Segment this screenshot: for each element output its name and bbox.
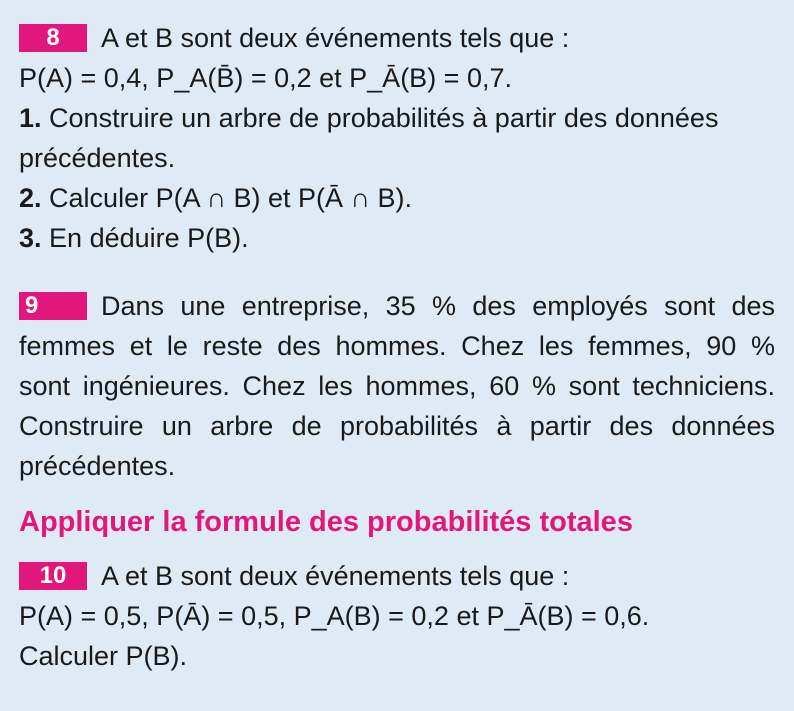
exercise-number-badge: 8 (19, 24, 87, 52)
exercise-9-line-5: précédentes. (19, 451, 176, 481)
exercise-10-data-line: P(A) = 0,5, P(Ā) = 0,5, P_A(B) = 0,2 et P_Ā(B) = 0,6. (19, 601, 650, 631)
exercise-9-line-1 (19, 286, 775, 326)
exercise-8 (19, 18, 775, 258)
exercise-8-intro-line (19, 18, 775, 58)
exercise-8-question-1 (19, 98, 775, 138)
exercise-8-question-2 (19, 178, 775, 218)
exercise-9-text: Dans une entreprise, 35 % des employés sont des (101, 291, 775, 321)
exercise-8-intro: A et B sont deux événements tels que : (101, 23, 570, 53)
question-text: Construire un arbre de probabilités à partir des données (49, 103, 719, 133)
exercise-10-intro: A et B sont deux événements tels que : (101, 561, 570, 591)
question-text: Calculer P(A ∩ B) et P(Ā ∩ B). (49, 183, 412, 213)
question-text: En déduire P(B). (49, 223, 249, 253)
exercise-10 (19, 556, 775, 676)
spacer (19, 258, 775, 286)
exercise-9-line-2: femmes et le reste des hommes. Chez les femmes, 90 % (19, 331, 775, 361)
exercise-8-question-3 (19, 218, 775, 258)
exercise-page (19, 18, 775, 676)
exercise-9-line-3: sont ingénieures. Chez les hommes, 60 % sont techniciens. (19, 371, 775, 401)
exercise-number-badge: 9 (19, 292, 87, 320)
question-number: 2. (19, 183, 42, 213)
exercise-8-data-line: P(A) = 0,4, P_A(B̄) = 0,2 et P_Ā(B) = 0,7. (19, 63, 512, 93)
exercise-10-intro-line (19, 556, 775, 596)
exercise-9 (19, 286, 775, 486)
exercise-8-question-1-continued: précédentes. (19, 143, 176, 173)
section-heading: Appliquer la formule des probabilités totales (19, 506, 633, 538)
exercise-9-line-4: Construire un arbre de probabilités à partir des données (19, 411, 775, 441)
exercise-number-badge: 10 (19, 562, 87, 590)
question-number: 1. (19, 103, 42, 133)
question-number: 3. (19, 223, 42, 253)
exercise-10-question: Calculer P(B). (19, 641, 188, 671)
